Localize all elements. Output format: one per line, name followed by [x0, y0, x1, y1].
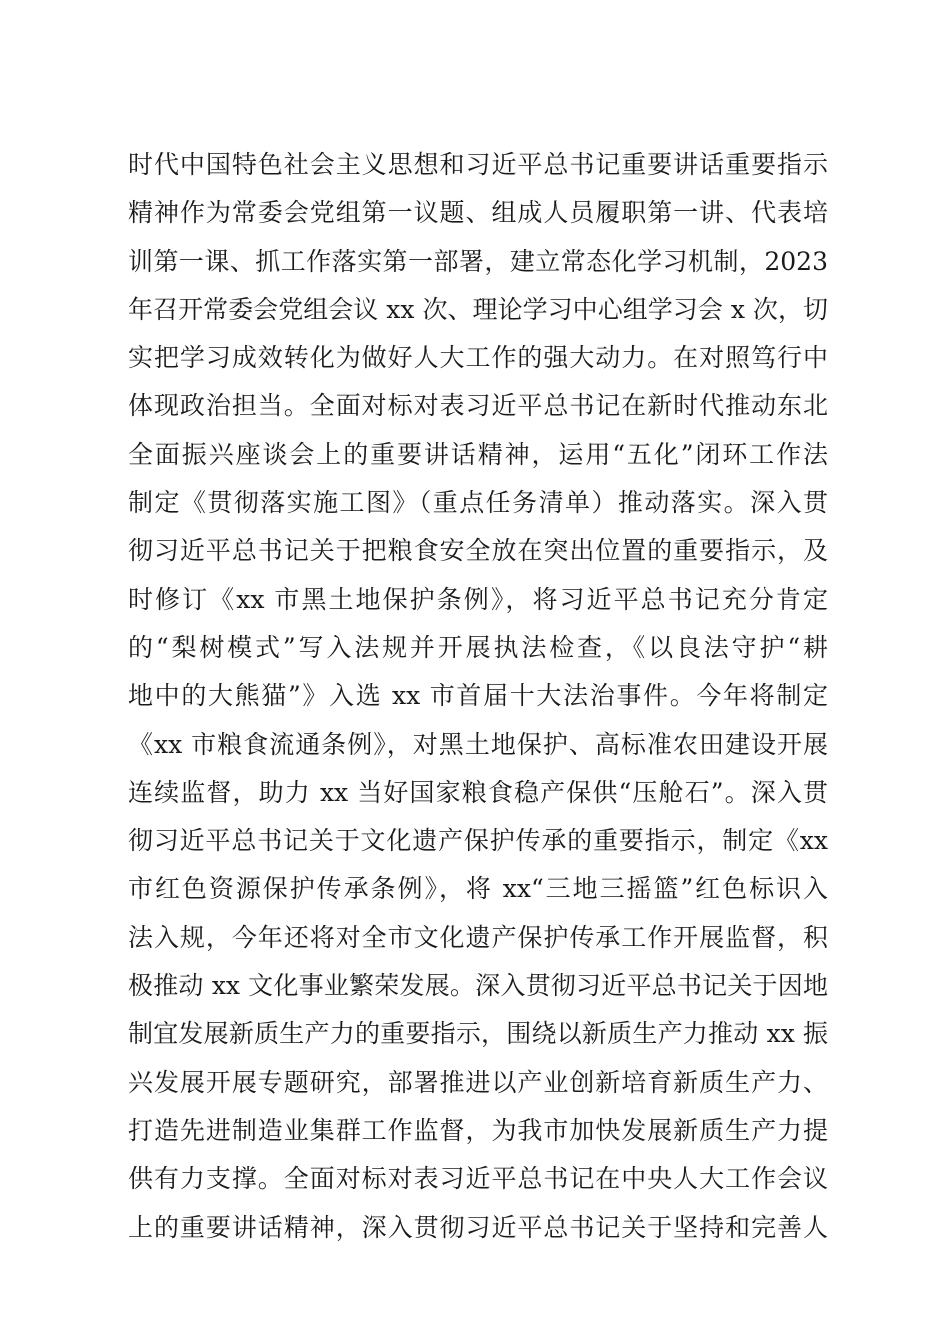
- text-line: 供有力支撑。全面对标对表习近平总书记在中央人大工作会议: [128, 1164, 828, 1194]
- text-line: 彻习近平总书记关于文化遗产保护传承的重要指示，制定《xx: [128, 826, 828, 856]
- text-line: 连续监督，助力 xx 当好国家粮食稳产保供“压舱石”。深入贯: [128, 777, 828, 807]
- text-line: 地中的大熊猫”》入选 xx 市首届十大法治事件。今年将制定: [128, 681, 828, 711]
- text-line: 制宜发展新质生产力的重要指示，围绕以新质生产力推动 xx 振: [128, 1019, 828, 1049]
- text-line: 打造先进制造业集群工作监督，为我市加快发展新质生产力提: [128, 1115, 828, 1145]
- text-line: 法入规，今年还将对全市文化遗产保护传承工作开展监督，积: [128, 922, 828, 952]
- text-line: 精神作为常委会党组第一议题、组成人员履职第一讲、代表培: [128, 198, 828, 228]
- text-line: 全面振兴座谈会上的重要讲话精神，运用“五化”闭环工作法: [128, 439, 828, 469]
- text-line: 实把学习成效转化为做好人大工作的强大动力。在对照笃行中: [128, 343, 828, 373]
- text-line: 年召开常委会党组会议 xx 次、理论学习中心组学习会 x 次，切: [128, 294, 828, 324]
- body-paragraph: [128, 141, 828, 1252]
- text-line: 彻习近平总书记关于把粮食安全放在突出位置的重要指示，及: [128, 536, 828, 566]
- text-line: 制定《贯彻落实施工图》（重点任务清单）推动落实。深入贯: [128, 488, 828, 518]
- text-line: 体现政治担当。全面对标对表习近平总书记在新时代推动东北: [128, 391, 828, 421]
- text-line: 极推动 xx 文化事业繁荣发展。深入贯彻习近平总书记关于因地: [128, 971, 828, 1001]
- text-line: 市红色资源保护传承条例》，将 xx“三地三摇篮”红色标识入: [128, 874, 828, 904]
- text-line: 的“梨树模式”写入法规并开展执法检查，《以良法守护“耕: [128, 632, 828, 662]
- text-line: 《xx 市粮食流通条例》，对黑土地保护、高标准农田建设开展: [128, 729, 828, 759]
- text-line: 上的重要讲话精神，深入贯彻习近平总书记关于坚持和完善人: [128, 1212, 828, 1242]
- text-line: 兴发展开展专题研究，部署推进以产业创新培育新质生产力、: [128, 1067, 828, 1097]
- text-line: 时修订《xx 市黑土地保护条例》，将习近平总书记充分肯定: [128, 584, 828, 614]
- text-line: 时代中国特色社会主义思想和习近平总书记重要讲话重要指示: [128, 150, 828, 179]
- text-line: 训第一课、抓工作落实第一部署，建立常态化学习机制，2023: [128, 246, 828, 276]
